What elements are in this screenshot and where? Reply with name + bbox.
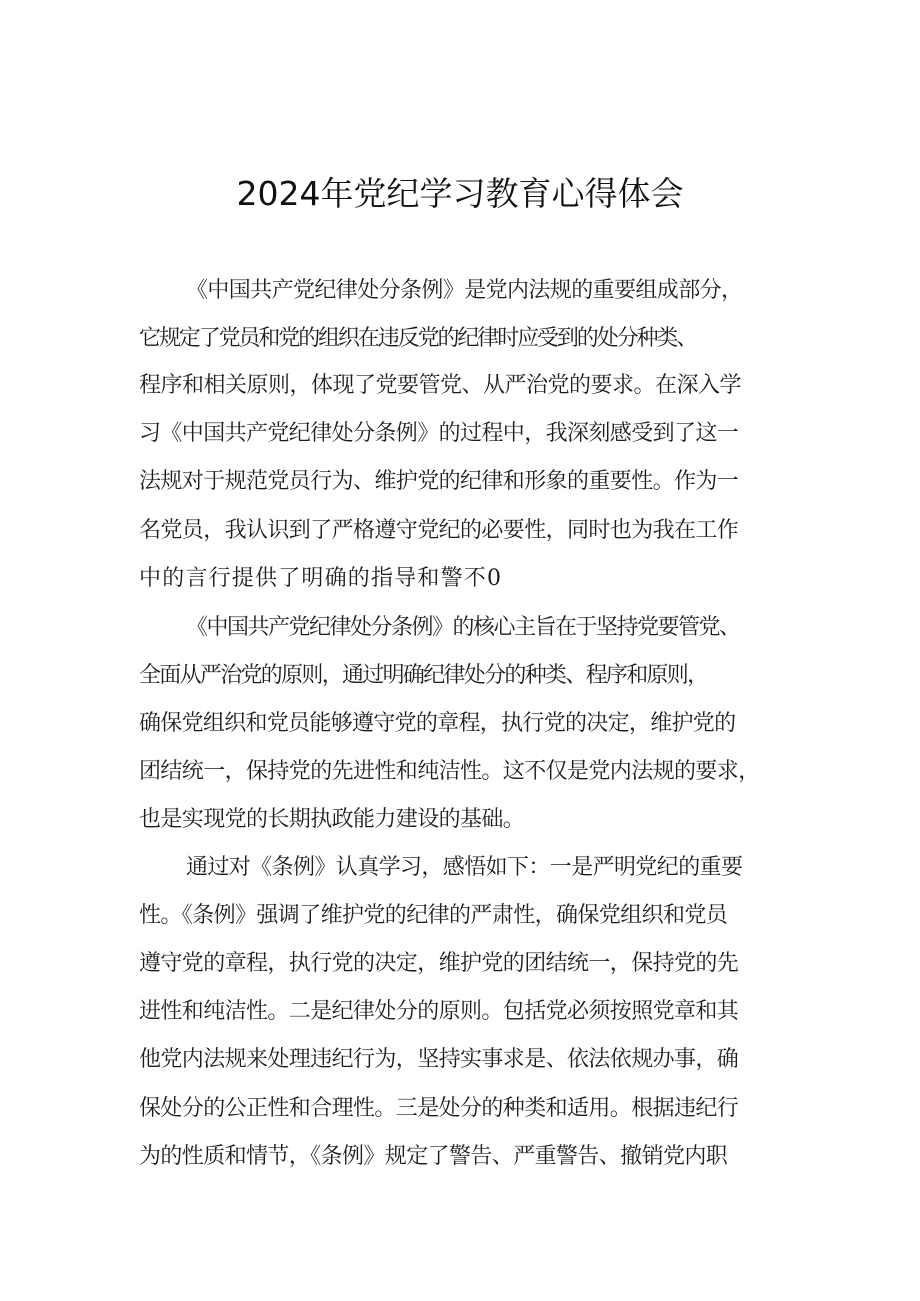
paragraph-3-line-4: 进性和纯洁性。二是纪律处分的原则。包括党必须按照党章和其 [139, 999, 739, 1024]
paragraph-3-line-6: 保处分的公正性和合理性。三是处分的种类和适用。根据违纪行 [139, 1096, 739, 1121]
paragraph-1-line-4: 习《中国共产党纪律处分条例》的过程中，我深刻感受到了这一 [139, 421, 739, 446]
paragraph-3-line-2: 性。《条例》强调了维护党的纪律的严肃性，确保党组织和党员 [139, 903, 728, 928]
paragraph-1-line-6: 名党员，我认识到了严格遵守党纪的必要性，同时也为我在工作 [139, 518, 739, 543]
paragraph-2-line-1: 《中国共产党纪律处分条例》的核心主旨在于坚持党要管党、 [186, 615, 740, 640]
paragraph-2-line-5: 也是实现党的长期执政能力建设的基础。 [139, 807, 525, 832]
paragraph-3-line-5: 他党内法规来处理违纪行为，坚持实事求是、依法依规办事，确 [139, 1047, 739, 1072]
paragraph-3-line-1: 通过对《条例》认真学习，感悟如下：一是严明党纪的重要 [186, 855, 743, 880]
paragraph-3-line-3: 遵守党的章程，执行党的决定，维护党的团结统一，保持党的先 [139, 951, 739, 976]
paragraph-2-line-3: 确保党组织和党员能够遵守党的章程，执行党的决定，维护党的 [139, 711, 736, 736]
paragraph-1-line-7: 中的言行提供了明确的指导和警不0 [139, 566, 503, 591]
paragraph-3-line-7: 为的性质和情节，《条例》规定了警告、严重警告、撤销党内职 [139, 1144, 728, 1169]
document-title: 2024年党纪学习教育心得体会 [236, 174, 684, 213]
paragraph-1-line-2: 它规定了党员和党的组织在违反党的纪律时应受到的处分种类、 [139, 326, 697, 351]
paragraph-2-line-2: 全面从严治党的原则，通过明确纪律处分的种类、程序和原则， [139, 663, 708, 688]
paragraph-2-line-4: 团结统一，保持党的先进性和纯洁性。这不仅是党内法规的要求， [139, 759, 760, 784]
paragraph-1-line-1: 《中国共产党纪律处分条例》是党内法规的重要组成部分， [186, 278, 743, 303]
paragraph-1-line-5: 法规对于规范党员行为、维护党的纪律和形象的重要性。作为一 [139, 469, 739, 494]
paragraph-1-line-3: 程序和相关原则，体现了党要管党、从严治党的要求。在深入学 [139, 373, 742, 398]
